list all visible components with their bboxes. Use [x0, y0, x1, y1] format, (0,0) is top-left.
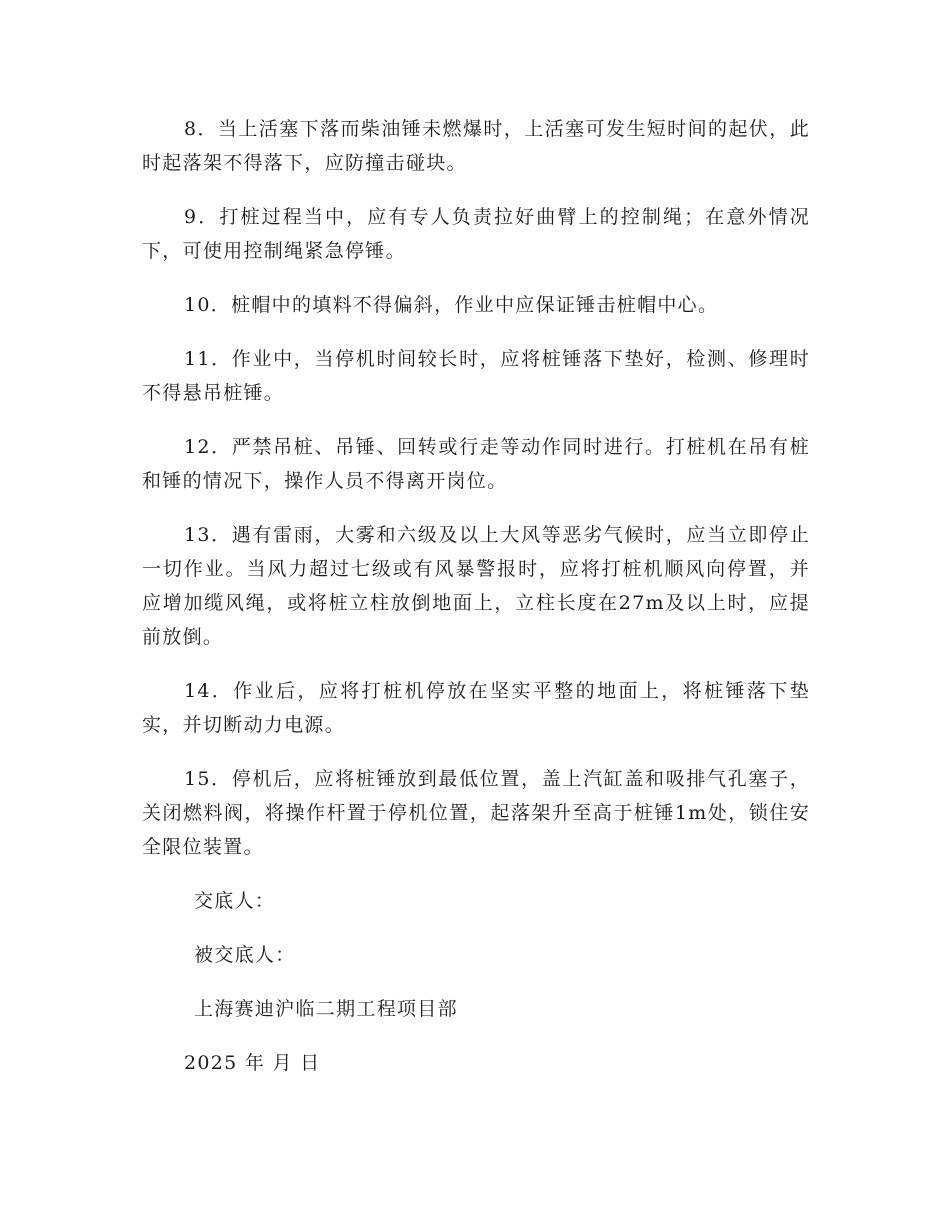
- clause-8: 8．当上活塞下落而柴油锤未燃爆时，上活塞可发生短时间的起伏，此时起落架不得落下，应防撞击碰块。: [142, 118, 810, 174]
- presenter-label: 交底人：: [194, 890, 276, 912]
- signoff-date: 2025 年 月 日: [184, 1052, 321, 1074]
- clause-13: 13．遇有雷雨，大雾和六级及以上大风等恶劣气候时，应当立即停止一切作业。当风力超过七级或有风暴警报时，应将打桩机顺风向停置，并应增加缆风绳，或将桩立柱放倒地面上，立柱长度在27m及以上时，应提前放倒。: [142, 524, 810, 648]
- clause-11: 11．作业中，当停机时间较长时，应将桩锤落下垫好，检测、修理时不得悬吊桩锤。: [142, 348, 810, 404]
- clause-9: 9．打桩过程当中，应有专人负责拉好曲臂上的控制绳；在意外情况下，可使用控制绳紧急停锤。: [142, 206, 810, 262]
- clause-list: [142, 112, 810, 864]
- clause-12: 12．严禁吊桩、吊锤、回转或行走等动作同时进行。打桩机在吊有桩和锤的情况下，操作人员不得离开岗位。: [142, 436, 810, 492]
- organization-name: 上海赛迪沪临二期工程项目部: [194, 998, 458, 1020]
- clause-15: 15．停机后，应将桩锤放到最低位置，盖上汽缸盖和吸排气孔塞子，关闭燃料阀，将操作杆置于停机位置，起落架升至高于桩锤1m处，锁住安全限位装置。: [142, 768, 810, 858]
- signoff-block: [142, 884, 810, 1080]
- clause-14: 14．作业后，应将打桩机停放在坚实平整的地面上，将桩锤落下垫实，并切断动力电源。: [142, 680, 810, 736]
- receiver-label: 被交底人：: [194, 944, 296, 966]
- clause-10: 10．桩帽中的填料不得偏斜，作业中应保证锤击桩帽中心。: [184, 294, 719, 316]
